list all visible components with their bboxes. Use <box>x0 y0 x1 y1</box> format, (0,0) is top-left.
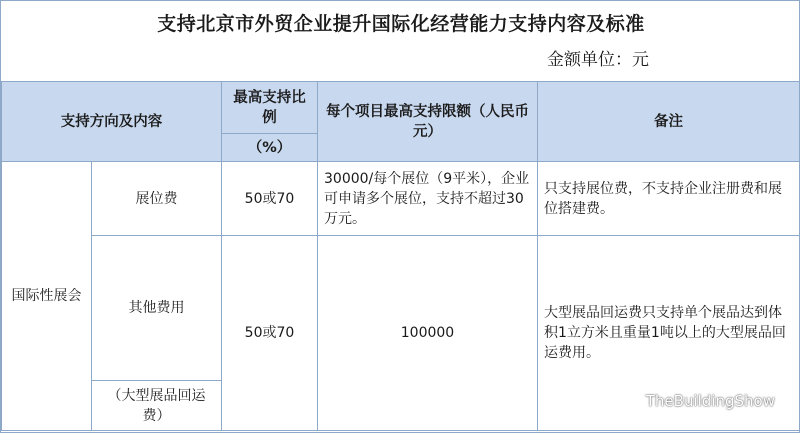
item-sub-cell: （大型展品回运费） <box>92 381 222 431</box>
ratio-cell: 50或70 <box>222 236 318 431</box>
category-cell: 国际性展会 <box>2 162 92 431</box>
table-row <box>2 162 800 236</box>
header-direction: 支持方向及内容 <box>2 82 222 162</box>
limit-cell: 30000/每个展位（9平米），企业可申请多个展位，支持不超过30万元。 <box>318 162 538 236</box>
table-row <box>2 236 800 381</box>
support-table <box>1 81 800 431</box>
header-ratio-unit: （%） <box>222 134 318 162</box>
header-limit: 每个项目最高支持限额（人民币元） <box>318 82 538 162</box>
ratio-cell: 50或70 <box>222 162 318 236</box>
item-cell: 其他费用 <box>92 236 222 381</box>
header-ratio: 最高支持比例 <box>222 82 318 134</box>
note-cell: 大型展品回运费只支持单个展品达到体积1立方米且重量1吨以上的大型展品回运费用。 <box>538 236 800 431</box>
wechat-icon <box>618 392 640 410</box>
note-cell: 只支持展位费，不支持企业注册费和展位搭建费。 <box>538 162 800 236</box>
document-title: 支持北京市外贸企业提升国际化经营能力支持内容及标准 <box>157 13 645 35</box>
header-note: 备注 <box>538 82 800 162</box>
watermark-text: TheBuildingShow <box>645 392 775 410</box>
currency-unit: 金额单位：元 <box>547 50 649 70</box>
limit-cell: 100000 <box>318 236 538 431</box>
watermark <box>618 392 775 410</box>
item-cell: 展位费 <box>92 162 222 236</box>
